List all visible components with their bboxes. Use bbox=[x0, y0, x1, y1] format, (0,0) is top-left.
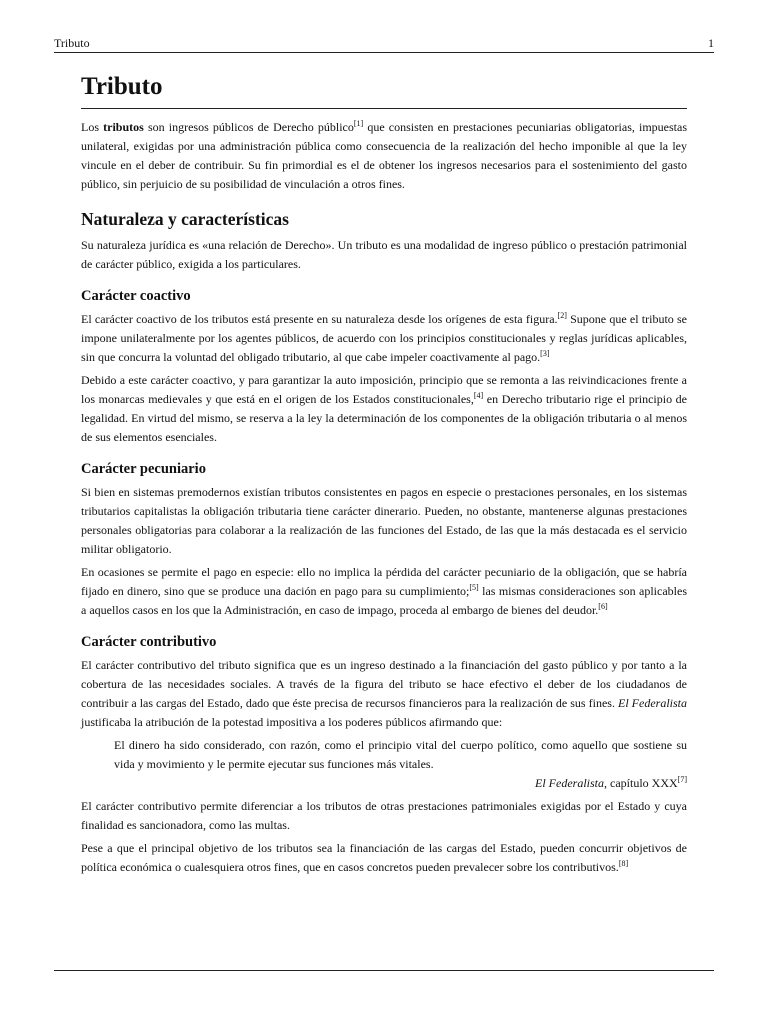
article-title: Tributo bbox=[81, 70, 687, 109]
footer-rule bbox=[54, 970, 714, 971]
reference-link-6[interactable]: [6] bbox=[598, 602, 608, 611]
coactivo-paragraph-1 bbox=[81, 310, 687, 367]
coactivo-p2-text-a: Debido a este carácter coactivo, y para garantizar la auto imposición, principio que se remonta a las reivindicaciones frente a los monarcas medievales y que está en el origen de los Estados constitucionales, bbox=[81, 373, 687, 406]
reference-link-8[interactable]: [8] bbox=[618, 859, 629, 868]
coactivo-p1-text-b: Supone que el tributo se impone unilateralmente por los agentes públicos, de acuerdo con los principios constitucionales y reglas jurídicas aplicables, sin que concurra la voluntad del obligado tributario, al que cabe impeler coactivamente al pago. bbox=[81, 312, 688, 364]
pecuniario-paragraph-1: Si bien en sistemas premodernos existían tributos consistentes en pagos en especie o prestaciones personales, en los sistemas tributarios capitalistas la obligación tributaria tiene carácter dinerario. Pueden, no obstante, mantenerse algunas prestaciones personales obligatorias para colaborar a la realización de las funciones del Estado, de las que la más destacada es el servicio militar obligatorio. bbox=[81, 485, 687, 556]
pecuniario-paragraph-2 bbox=[81, 563, 687, 620]
coactivo-paragraph-2 bbox=[81, 371, 687, 447]
reference-link-5[interactable]: [5] bbox=[469, 583, 479, 592]
contributivo-paragraph-1 bbox=[81, 656, 687, 732]
reference-link-3[interactable]: [3] bbox=[540, 349, 550, 358]
pecuniario-p2-text-a: En ocasiones se permite el pago en especie: ello no implica la pérdida del carácter pecuniario de la obligación, que se habría fijado en dinero, sino que se produce una dación en pago para su cumplimiento; bbox=[81, 565, 687, 598]
page-number: 1 bbox=[708, 36, 714, 50]
intro-lead: Los bbox=[81, 120, 104, 134]
intro-text-1: son ingresos públicos de Derecho público bbox=[143, 120, 354, 134]
contributivo-p1-text-a: El carácter contributivo del tributo significa que es un ingreso destinado a la financiación del gasto público y por tanto a la cobertura de las necesidades sociales. A través de la figura del tributo se hace efectivo el deber de los ciudadanos de contribuir a las cargas del Estado, dado que éste precisa de recursos financieros para la realización de sus fines. bbox=[81, 658, 687, 710]
heading-pecuniario: Carácter pecuniario bbox=[81, 461, 206, 477]
quote-source-rest: , capítulo XXX bbox=[604, 776, 678, 790]
intro-bold-term: tributos bbox=[103, 120, 144, 134]
coactivo-p2-text-b: en Derecho tributario rige el principio de legalidad. En virtud del mismo, se reserva a la ley la determinación de los componentes de la obligación tributaria o al menos de sus elementos esenciales. bbox=[81, 392, 688, 444]
quote-source-italic: El Federalista bbox=[535, 776, 605, 790]
reference-link-2[interactable]: [2] bbox=[557, 311, 567, 320]
coactivo-p1-text-a: El carácter coactivo de los tributos está presente en su naturaleza desde los orígenes de esta figura. bbox=[81, 312, 558, 326]
contributivo-paragraph-3 bbox=[81, 839, 687, 877]
intro-text-2: que consisten en prestaciones pecuniarias obligatorias, impuestas unilateral, exigidas por una administración pública como consecuencia de la realización del hecho imponible al que la ley vincule en el deber de contribuir. Su fin primordial es el de obtener los ingresos necesarios para el sostenimiento del gasto público, sin perjuicio de su posibilidad de vinculación a otros fines. bbox=[81, 120, 688, 191]
heading-coactivo: Carácter coactivo bbox=[81, 288, 191, 304]
contributivo-p1-text-b: justificaba la atribución de la potestad impositiva a los poderes públicos afirmando que: bbox=[81, 715, 503, 729]
quote-attribution bbox=[81, 774, 687, 793]
quote-text: El dinero ha sido considerado, con razón, como el principio vital del cuerpo político, como aquello que sostiene su vida y movimiento y le permite ejecutar sus funciones más vitales. bbox=[114, 738, 687, 771]
reference-link-1[interactable]: [1] bbox=[353, 119, 364, 128]
federalista-italic: El Federalista bbox=[617, 696, 687, 710]
heading-contributivo: Carácter contributivo bbox=[81, 634, 217, 650]
reference-link-7[interactable]: [7] bbox=[677, 775, 687, 784]
intro-paragraph bbox=[81, 118, 687, 194]
contributivo-p3-text: Pese a que el principal objetivo de los tributos sea la financiación de las cargas del Estado, pueden concurrir objetivos de política económica o cualesquiera otros fines, que en casos concretos pueden prevalecer sobre los contributivos. bbox=[81, 841, 687, 874]
contributivo-paragraph-2: El carácter contributivo permite diferenciar a los tributos de otras prestaciones patrimoniales exigidas por el Estado y cuya finalidad es sancionadora, como las multas. bbox=[81, 799, 687, 832]
running-header-title: Tributo bbox=[54, 36, 90, 50]
naturaleza-paragraph: Su naturaleza jurídica es «una relación de Derecho». Un tributo es una modalidad de ingreso público o prestación patrimonial de carácter público, exigida a los particulares. bbox=[81, 238, 687, 271]
article-content bbox=[81, 70, 687, 881]
reference-link-4[interactable]: [4] bbox=[473, 391, 484, 400]
quote-block bbox=[114, 736, 687, 774]
heading-naturaleza: Naturaleza y características bbox=[81, 209, 289, 229]
pecuniario-p2-text-b: las mismas consideraciones son aplicables a aquellos casos en los que la Administración, en caso de impago, proceda al embargo de bienes del deudor. bbox=[81, 584, 687, 617]
running-header bbox=[54, 36, 714, 53]
